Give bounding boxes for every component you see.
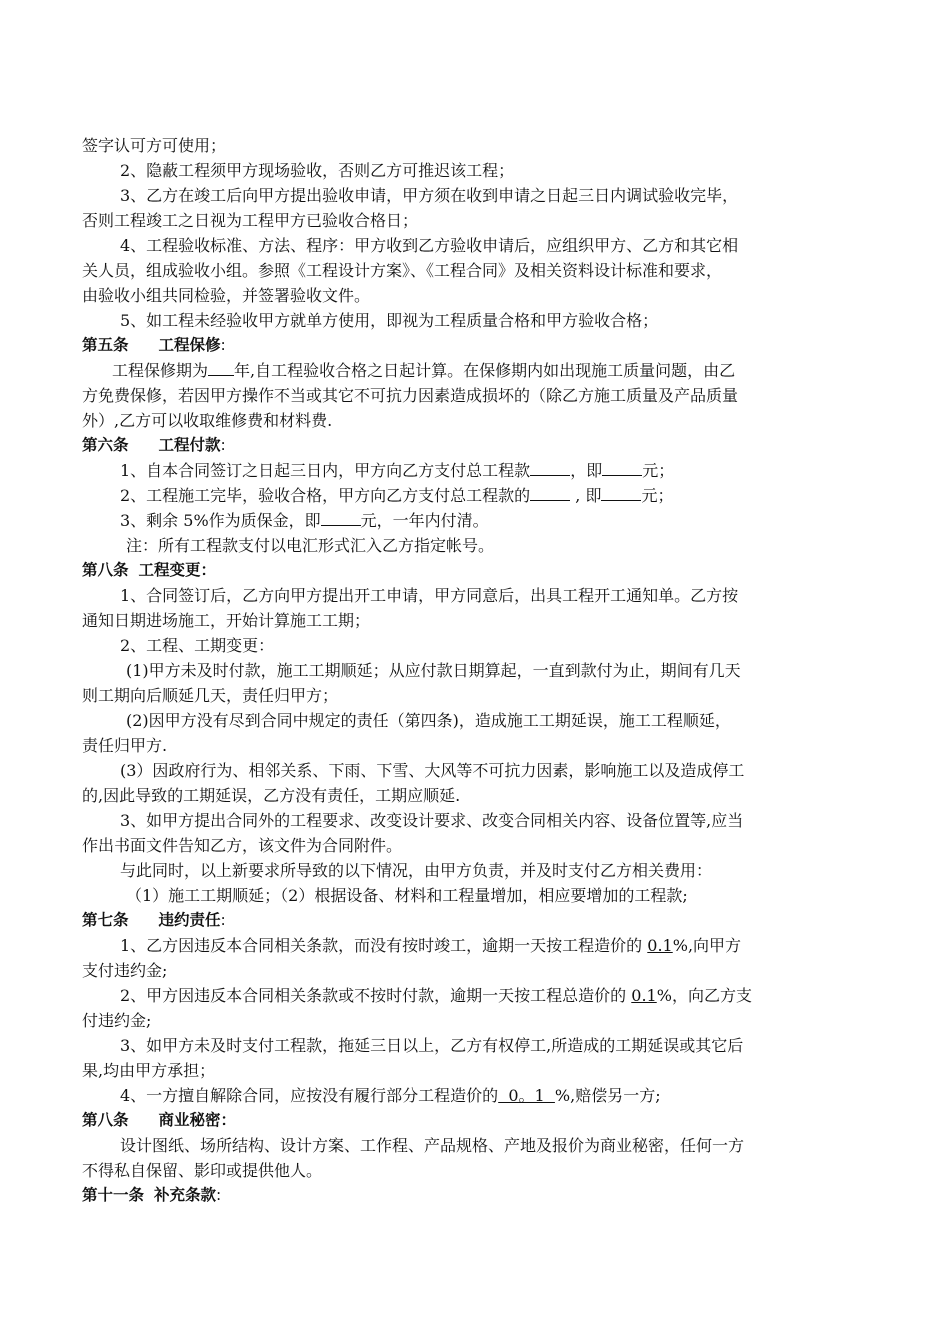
text-span: , 即 xyxy=(570,486,602,505)
section-title: 工程付款 xyxy=(158,436,221,454)
heading-colon: : xyxy=(220,911,226,929)
secret-text: 设计图纸、场所结构、设计方案、工作程、产品规格、产地及报价为商业秘密，任何一方 xyxy=(120,1136,745,1155)
payment-clause-3 xyxy=(82,508,870,533)
blank-field xyxy=(601,483,641,501)
underlined-value: 0.1 xyxy=(647,936,673,955)
payment-clause-2 xyxy=(82,483,870,508)
clause-3: 3、乙方在竣工后向甲方提出验收申请，甲方须在收到申请之日起三日内调试验收完毕， xyxy=(120,186,739,205)
text-span: 3、剩余 5%作为质保金，即 xyxy=(120,511,321,530)
section-heading-11 xyxy=(82,1183,870,1208)
change-clause-1: 1、合同签订后，乙方向甲方提出开工申请，甲方同意后，出具工程开工通知单。乙方按 xyxy=(120,586,739,605)
text-line: 关人员，组成验收小组。参照《工程设计方案》、《工程合同》及相关资料设计标准和要求， xyxy=(82,261,723,280)
text-line: 外）,乙方可以收取维修费和材料费. xyxy=(82,411,333,430)
change-item-2: (2)因甲方没有尽到合同中规定的责任（第四条)，造成施工工期延误，施工工程顺延， xyxy=(126,711,731,730)
text-span: 2、甲方因违反本合同相关条款或不按时付款，逾期一天按工程总造价的 xyxy=(120,986,632,1005)
text-line: 责任归甲方. xyxy=(82,736,168,755)
section-number: 第十一条 xyxy=(82,1186,145,1204)
text-line: 通知日期进场施工，开始计算施工工期； xyxy=(82,611,371,630)
text-span: %，向乙方支 xyxy=(656,986,752,1005)
text-line: 则工期向后顺延几天，责任归甲方； xyxy=(82,686,339,705)
text-line: 不得私自保留、影印或提供他人。 xyxy=(82,1161,323,1180)
text-span: 元； xyxy=(642,461,675,480)
clause-2: 2、隐蔽工程须甲方现场验收，否则乙方可推迟该工程； xyxy=(120,161,515,180)
text-line: 与此同时，以上新要求所导致的以下情况，由甲方负责，并及时支付乙方相关费用： xyxy=(120,861,713,880)
breach-clause-4 xyxy=(82,1083,870,1108)
section-number: 第八条 xyxy=(82,1111,129,1129)
section-number: 第八条 xyxy=(82,561,129,579)
payment-note: 注：所有工程款支付以电汇形式汇入乙方指定帐号。 xyxy=(126,536,495,555)
section-heading-change xyxy=(82,558,870,583)
warranty-text xyxy=(82,358,870,383)
text-line: 作出书面文件告知乙方，该文件为合同附件。 xyxy=(82,836,403,855)
text-line: 果,均由甲方承担； xyxy=(82,1061,216,1080)
text-span: 元，一年内付清。 xyxy=(360,511,489,530)
change-clause-2: 2、工程、工期变更： xyxy=(120,636,275,655)
breach-clause-2 xyxy=(82,983,870,1008)
section-number: 第五条 xyxy=(82,336,129,354)
text-span: %,赔偿另一方; xyxy=(554,1086,661,1105)
section-number: 第七条 xyxy=(82,911,129,929)
text-line: 否则工程竣工之日视为工程甲方已验收合格日； xyxy=(82,211,419,230)
section-title: 工程变更： xyxy=(138,561,217,579)
text-line: （1）施工工期顺延；（2）根据设备、材料和工程量增加，相应要增加的工程款; xyxy=(126,886,688,905)
text-line: 由验收小组共同检验，并签署验收文件。 xyxy=(82,286,371,305)
text-line: 支付违约金; xyxy=(82,961,168,980)
section-number: 第六条 xyxy=(82,436,129,454)
text-span: 年,自工程验收合格之日起计算。在保修期内如出现施工质量问题，由乙 xyxy=(234,361,736,380)
text-span: 1、自本合同签订之日起三日内，甲方向乙方支付总工程款 xyxy=(120,461,531,480)
text-span: 工程保修期为 xyxy=(112,361,209,380)
blank-field xyxy=(530,483,570,501)
contract-page xyxy=(82,133,870,1208)
heading-colon: : xyxy=(216,1186,222,1204)
text-span: ，即 xyxy=(570,461,603,480)
text-line: 的,因此导致的工期延误，乙方没有责任，工期应顺延. xyxy=(82,786,461,805)
breach-clause-1 xyxy=(82,933,870,958)
section-heading-5 xyxy=(82,333,870,358)
section-title: 商业秘密： xyxy=(158,1111,237,1129)
underlined-value: 0.1 xyxy=(631,986,657,1005)
change-clause-3: 3、如甲方提出合同外的工程要求、改变设计要求、改变合同相关内容、设备位置等,应当 xyxy=(120,811,744,830)
breach-clause-3: 3、如甲方未及时支付工程款，拖延三日以上，乙方有权停工,所造成的工期延误或其它后 xyxy=(120,1036,744,1055)
text-span: %,向甲方 xyxy=(672,936,742,955)
text-line: 付违约金; xyxy=(82,1011,152,1030)
heading-colon: : xyxy=(220,436,226,454)
clause-5: 5、如工程未经验收甲方就单方使用，即视为工程质量合格和甲方验收合格； xyxy=(120,311,659,330)
text-line: 方免费保修，若因甲方操作不当或其它不可抗力因素造成损坏的（除乙方施工质量及产品质量 xyxy=(82,386,739,405)
blank-field xyxy=(602,458,642,476)
change-item-3: (3）因政府行为、相邻关系、下雨、下雪、大风等不可抗力因素，影响施工以及造成停工 xyxy=(120,761,745,780)
heading-colon: : xyxy=(220,336,226,354)
section-title: 违约责任 xyxy=(158,911,221,929)
text-line: 签字认可方可使用； xyxy=(82,136,227,155)
blank-field xyxy=(321,508,361,526)
text-span: 元； xyxy=(641,486,674,505)
change-item-1: (1)甲方未及时付款，施工工期顺延；从应付款日期算起，一直到款付为止，期间有几天 xyxy=(126,661,741,680)
text-span: 4、一方擅自解除合同，应按没有履行部分工程造价的 xyxy=(120,1086,499,1105)
text-span: 1、乙方因违反本合同相关条款，而没有按时竣工，逾期一天按工程造价的 xyxy=(120,936,648,955)
text-span: 2、工程施工完毕，验收合格，甲方向乙方支付总工程款的 xyxy=(120,486,531,505)
section-title: 工程保修 xyxy=(158,336,221,354)
blank-field xyxy=(208,358,234,376)
payment-clause-1 xyxy=(82,458,870,483)
section-heading-6 xyxy=(82,433,870,458)
clause-4: 4、工程验收标准、方法、程序：甲方收到乙方验收申请后，应组织甲方、乙方和其它相 xyxy=(120,236,739,255)
underlined-value: 0。1 xyxy=(498,1086,555,1105)
section-heading-7 xyxy=(82,908,870,933)
blank-field xyxy=(530,458,570,476)
section-title: 补充条款 xyxy=(154,1186,217,1204)
section-heading-secret xyxy=(82,1108,870,1133)
